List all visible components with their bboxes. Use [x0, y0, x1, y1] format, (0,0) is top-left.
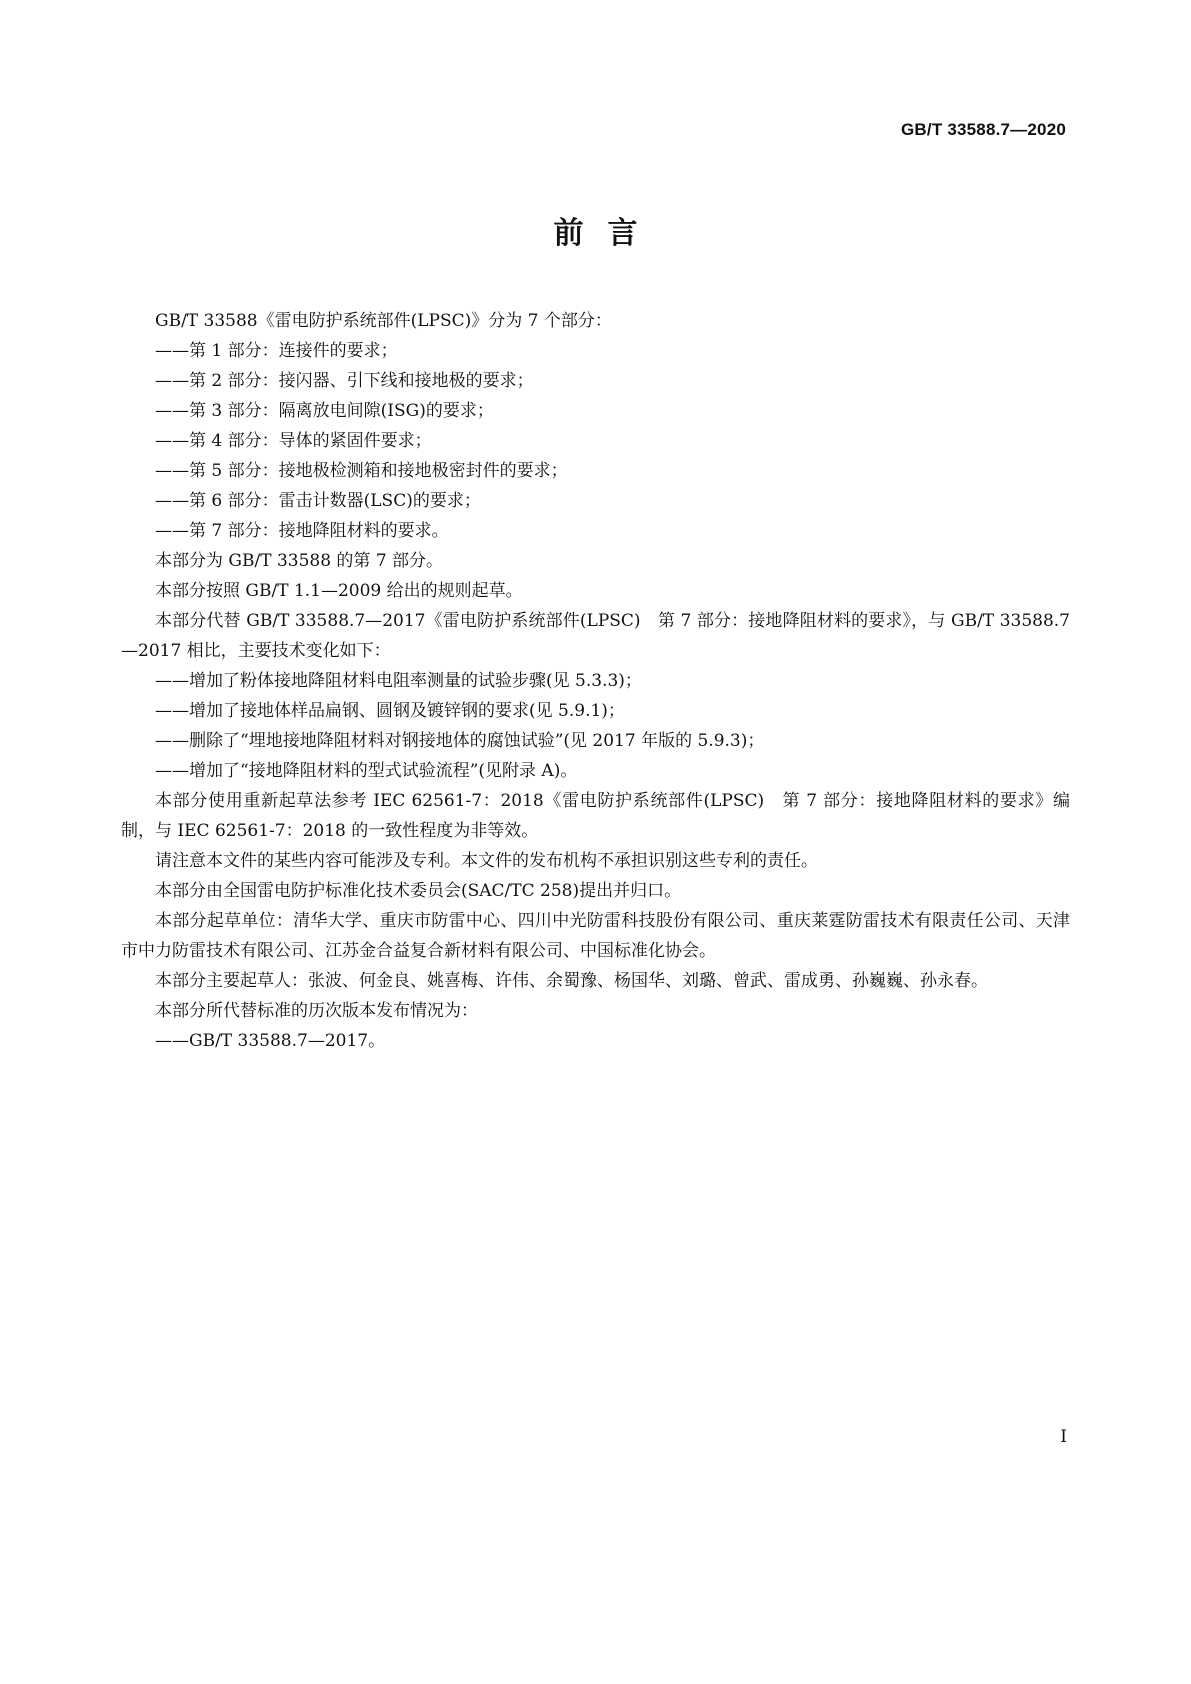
- paragraph: 本部分为 GB/T 33588 的第 7 部分。: [155, 551, 444, 571]
- paragraph: 本部分代替 GB/T 33588.7—2017《雷电防护系统部件(LPSC) 第 7 部分：接地降阻材料的要求》，与 GB/T 33588.7—2017 相比，主要技术变化如下：: [121, 611, 1070, 661]
- standard-code: GB/T 33588.7—2020: [901, 120, 1066, 139]
- list-item: ——第 1 部分：连接件的要求；: [155, 341, 398, 361]
- list-item: ——第 2 部分：接闪器、引下线和接地极的要求；: [155, 371, 534, 391]
- paragraph: 本部分主要起草人：张波、何金良、姚喜梅、许伟、余蜀豫、杨国华、刘璐、曾武、雷成勇、孙巍巍、孙永春。: [155, 971, 988, 991]
- page-title: 前言: [553, 216, 662, 251]
- paragraph: 请注意本文件的某些内容可能涉及专利。本文件的发布机构不承担识别这些专利的责任。: [155, 851, 818, 871]
- list-item: ——删除了“埋地接地降阻材料对钢接地体的腐蚀试验”(见 2017 年版的 5.9.3)；: [155, 731, 765, 751]
- list-item: ——第 6 部分：雷击计数器(LSC)的要求；: [155, 491, 481, 511]
- paragraph: 本部分按照 GB/T 1.1—2009 给出的规则起草。: [155, 581, 523, 601]
- paragraph: 本部分起草单位：清华大学、重庆市防雷中心、四川中光防雷科技股份有限公司、重庆莱霆防雷技术有限责任公司、天津市中力防雷技术有限公司、江苏金合益复合新材料有限公司、中国标准化协会。: [121, 911, 1070, 961]
- paragraph: 本部分由全国雷电防护标准化技术委员会(SAC/TC 258)提出并归口。: [155, 881, 682, 901]
- list-item: ——第 5 部分：接地极检测箱和接地极密封件的要求；: [155, 461, 568, 481]
- list-item: ——增加了粉体接地降阻材料电阻率测量的试验步骤(见 5.3.3)；: [155, 671, 642, 691]
- paragraph: 本部分使用重新起草法参考 IEC 62561-7：2018《雷电防护系统部件(LPSC) 第 7 部分：接地降阻材料的要求》编制，与 IEC 62561-7：2018 的一致性程度为非等效。: [121, 791, 1070, 841]
- list-item: ——增加了接地体样品扁钢、圆钢及镀锌钢的要求(见 5.9.1)；: [155, 701, 625, 721]
- paragraph: GB/T 33588《雷电防护系统部件(LPSC)》分为 7 个部分：: [155, 311, 612, 331]
- list-item: ——第 3 部分：隔离放电间隙(ISG)的要求；: [155, 401, 494, 421]
- foreword-body: [121, 306, 1070, 1056]
- list-item: ——第 7 部分：接地降阻材料的要求。: [155, 521, 449, 541]
- paragraph: 本部分所代替标准的历次版本发布情况为：: [155, 1001, 478, 1021]
- list-item: ——第 4 部分：导体的紧固件要求；: [155, 431, 432, 451]
- list-item: ——增加了“接地降阻材料的型式试验流程”(见附录 A)。: [155, 761, 578, 781]
- list-item: ——GB/T 33588.7—2017。: [155, 1031, 386, 1051]
- page-number: I: [1060, 1427, 1067, 1447]
